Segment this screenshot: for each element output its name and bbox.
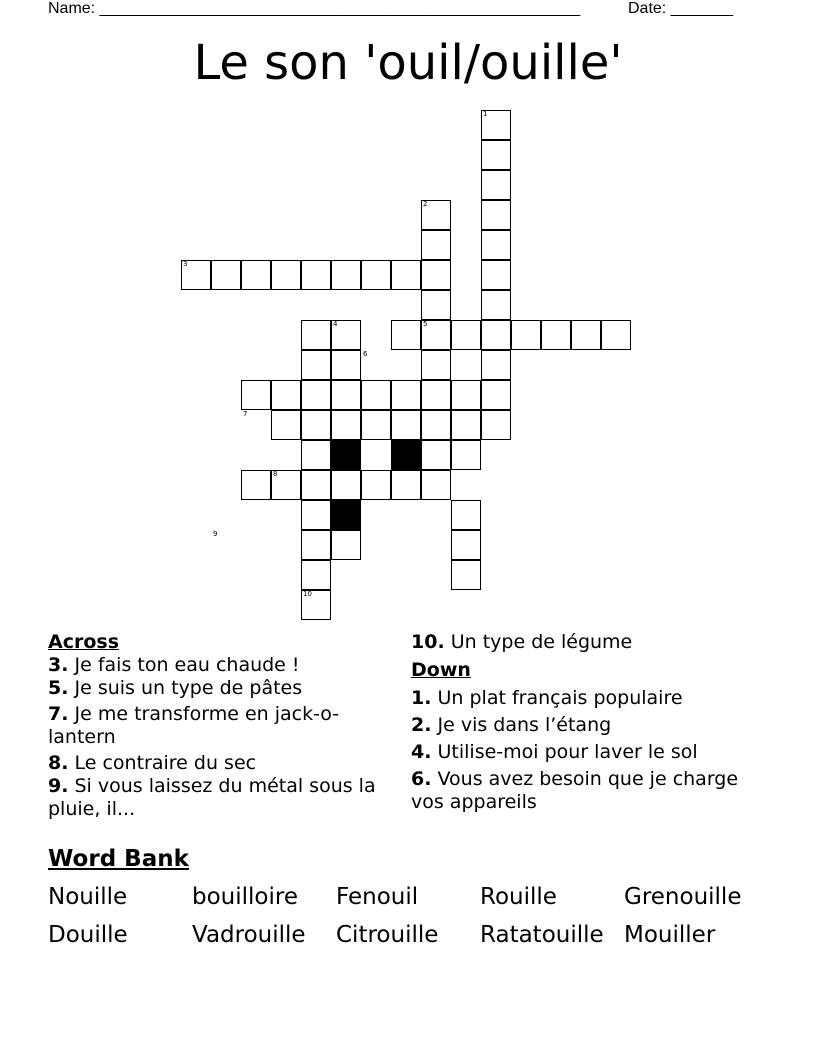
crossword-cell[interactable] [241,260,271,290]
crossword-cell[interactable] [421,320,451,350]
crossword-cell[interactable] [451,530,481,560]
crossword-cell[interactable] [301,350,331,380]
crossword-cell[interactable] [361,260,391,290]
word-bank-title: Word Bank [48,846,189,872]
across-clue [48,677,388,700]
across-clue [411,631,771,654]
down-clue [411,741,771,764]
crossword-cell[interactable] [481,290,511,320]
clue-number: 2. [411,714,432,736]
crossword-cell[interactable] [331,260,361,290]
crossword-cell[interactable] [391,470,421,500]
clue-number: 3. [48,654,69,676]
crossword-cell[interactable] [481,110,511,140]
clue-number: 8. [48,752,69,774]
crossword-cell[interactable] [421,380,451,410]
crossword-cell[interactable] [391,380,421,410]
crossword-cell[interactable] [451,410,481,440]
crossword-cell[interactable] [241,470,271,500]
crossword-cell[interactable] [271,260,301,290]
crossword-cell[interactable] [571,320,601,350]
crossword-cell[interactable] [481,230,511,260]
crossword-cell[interactable] [331,500,361,530]
crossword-cell[interactable] [301,440,331,470]
name-field-label[interactable]: Name: ______________________________________________________ [48,0,581,17]
clue-text: Si vous laissez du métal sous la pluie, il... [48,775,376,820]
across-clue [48,775,388,821]
clue-number-label: 4 [333,320,338,328]
crossword-cell[interactable] [301,500,331,530]
clue-number: 4. [411,741,432,763]
crossword-cell[interactable] [331,530,361,560]
clue-number-label: 1 [483,110,488,118]
crossword-cell[interactable] [451,380,481,410]
crossword-cell[interactable] [481,200,511,230]
across-clue [48,752,388,775]
crossword-cell[interactable] [391,320,421,350]
crossword-cell[interactable] [421,230,451,260]
crossword-cell[interactable] [331,470,361,500]
crossword-cell[interactable] [361,470,391,500]
crossword-cell[interactable] [301,410,331,440]
crossword-cell[interactable] [481,350,511,380]
clue-number: 6. [411,768,432,790]
word-bank-item: bouilloire [192,884,298,910]
crossword-cell[interactable] [601,320,631,350]
clue-number: 9. [48,775,69,797]
crossword-cell[interactable] [391,410,421,440]
word-bank-item: Mouiller [624,922,716,948]
word-bank-item: Citrouille [336,922,439,948]
crossword-cell[interactable] [391,260,421,290]
word-bank-item: Douille [48,922,128,948]
word-bank-item: Nouille [48,884,128,910]
crossword-cell[interactable] [421,260,451,290]
crossword-cell[interactable] [481,260,511,290]
crossword-cell[interactable] [541,320,571,350]
across-heading: Across [48,631,120,653]
down-clue [411,714,771,737]
clue-text: Je vis dans l’étang [437,714,612,736]
crossword-cell[interactable] [301,560,331,590]
page-title: Le son 'ouil/ouille' [193,35,623,91]
crossword-cell[interactable] [331,380,361,410]
crossword-cell[interactable] [481,410,511,440]
clue-number-label: 10 [303,590,312,598]
crossword-cell[interactable] [331,320,361,350]
down-heading: Down [411,659,471,681]
word-bank-item: Grenouille [624,884,742,910]
crossword-cell[interactable] [451,560,481,590]
crossword-cell[interactable] [421,350,451,380]
crossword-cell[interactable] [301,470,331,500]
crossword-cell[interactable] [421,410,451,440]
down-clues-column [411,631,771,814]
crossword-cell[interactable] [511,320,541,350]
crossword-cell[interactable] [301,530,331,560]
clue-text: Je suis un type de pâtes [74,677,303,699]
clue-text: Vous avez besoin que je charge vos appareils [411,768,739,813]
crossword-cell[interactable] [421,440,451,470]
clue-number-label: 2 [423,200,428,208]
crossword-cell[interactable] [451,440,481,470]
crossword-cell[interactable] [271,470,301,500]
crossword-cell[interactable] [421,470,451,500]
crossword-cell[interactable] [421,290,451,320]
down-clue [411,687,771,710]
crossword-cell[interactable] [481,140,511,170]
crossword-cell[interactable] [331,410,361,440]
clue-text: Un type de légume [450,631,633,653]
crossword-cell[interactable] [451,320,481,350]
clue-number: 10. [411,631,445,653]
crossword-cell[interactable] [451,500,481,530]
crossword-cell[interactable] [211,260,241,290]
crossword-cell[interactable] [241,380,271,410]
header [48,0,748,20]
crossword-cell[interactable] [481,380,511,410]
crossword-cell[interactable] [421,200,451,230]
crossword-cell[interactable] [481,320,511,350]
crossword-cell[interactable] [391,440,421,470]
clue-number-label: 5 [423,320,428,328]
crossword-cell[interactable] [361,380,391,410]
clue-number-label: 6 [363,350,368,358]
clue-number-label: 9 [213,530,218,538]
word-bank-item: Fenouil [336,884,419,910]
down-clue [411,768,771,814]
word-bank-item: Rouille [480,884,557,910]
word-bank-item: Vadrouille [192,922,306,948]
crossword-cell[interactable] [271,410,301,440]
clue-text: Le contraire du sec [74,752,257,774]
crossword-cell[interactable] [301,260,331,290]
clue-number-label: 8 [273,470,278,478]
crossword-cell[interactable] [331,350,361,380]
clue-text: Un plat français populaire [437,687,683,709]
clue-number-label: 7 [243,410,248,418]
clue-text: Je fais ton eau chaude ! [74,654,300,676]
across-clue [48,654,388,677]
across-clue [48,703,388,749]
crossword-cell[interactable] [181,260,211,290]
clue-number: 7. [48,703,69,725]
clue-number: 5. [48,677,69,699]
crossword-cell[interactable] [271,380,301,410]
crossword-cell[interactable] [301,380,331,410]
crossword-cell[interactable] [301,320,331,350]
clue-text: Utilise-moi pour laver le sol [437,741,698,763]
crossword-cell[interactable] [301,590,331,620]
clue-number-label: 3 [183,260,188,268]
word-bank-item: Ratatouille [480,922,604,948]
clue-text: Je me transforme en jack-o-lantern [48,703,340,748]
crossword-cell[interactable] [481,170,511,200]
clue-number: 1. [411,687,432,709]
across-clues-column [48,631,388,821]
crossword-cell[interactable] [361,410,391,440]
crossword-cell[interactable] [331,440,361,470]
date-field-label[interactable]: Date: _______ [628,0,733,17]
